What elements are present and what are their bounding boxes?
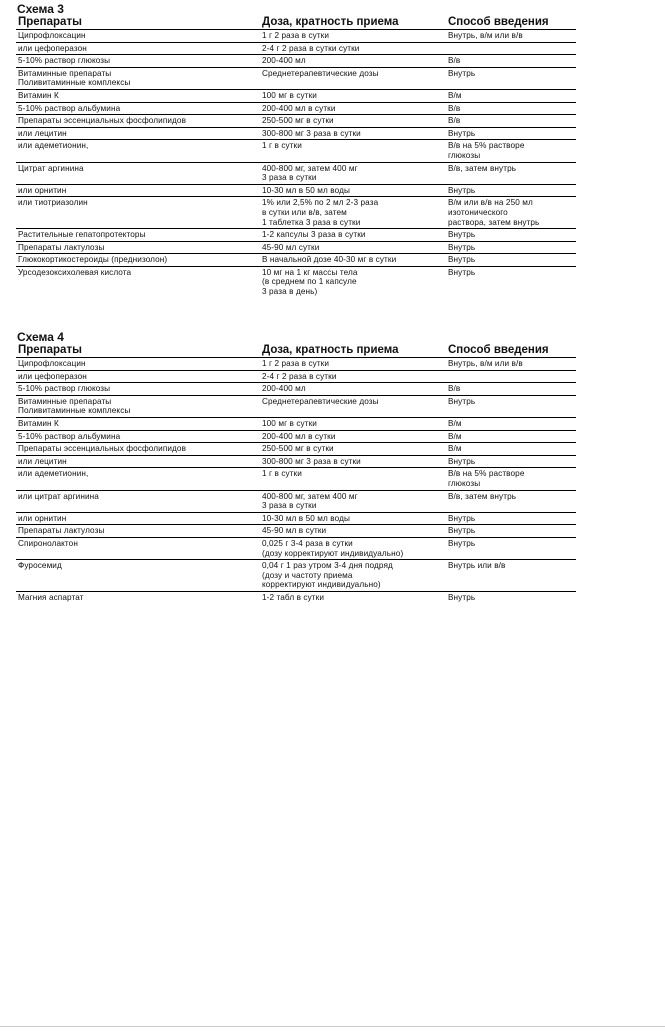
route-cell: В/м <box>446 430 576 443</box>
route-cell: Внутрь, в/м или в/в <box>446 358 576 371</box>
dose-cell: 200-400 мл <box>260 383 446 396</box>
drug-cell: или цефоперазон <box>16 370 260 383</box>
dose-cell: Среднетерапевтические дозы <box>260 67 446 89</box>
route-cell: Внутрь <box>446 229 576 242</box>
drug-cell: Препараты эссенциальных фосфолипидов <box>16 443 260 456</box>
route-cell: Внутрь <box>446 184 576 197</box>
dose-cell: 100 мг в сутки <box>260 417 446 430</box>
scheme-3-table <box>16 16 576 298</box>
dose-cell: 400-800 мг, затем 400 мг 3 раза в сутки <box>260 162 446 184</box>
dose-cell: 1 г 2 раза в сутки <box>260 358 446 371</box>
route-cell: В/м или в/в на 250 мл изотонического раствора, затем внутрь <box>446 197 576 229</box>
table-row <box>16 490 576 512</box>
route-cell: В/в <box>446 383 576 396</box>
drug-cell: 5-10% раствор глюкозы <box>16 383 260 396</box>
route-cell: В/в на 5% растворе глюкозы <box>446 140 576 162</box>
drug-cell: или цитрат аргинина <box>16 490 260 512</box>
drug-cell: или лецитин <box>16 455 260 468</box>
dose-cell: 45-90 мл в сутки <box>260 525 446 538</box>
scheme-3-section <box>16 2 576 298</box>
drug-cell: Ципрофлоксацин <box>16 358 260 371</box>
route-cell: В/в <box>446 115 576 128</box>
header-route: Способ введения <box>446 344 576 358</box>
drug-cell: Глюкокортикостероиды (преднизолон) <box>16 254 260 267</box>
drug-cell: или орнитин <box>16 184 260 197</box>
table-row <box>16 162 576 184</box>
drug-cell: или лецитин <box>16 127 260 140</box>
dose-cell: 200-400 мл <box>260 55 446 68</box>
table-row <box>16 358 576 371</box>
route-cell: Внутрь <box>446 127 576 140</box>
drug-cell: 5-10% раствор альбумина <box>16 430 260 443</box>
table-row <box>16 560 576 592</box>
drug-cell: 5-10% раствор глюкозы <box>16 55 260 68</box>
route-cell: Внутрь <box>446 254 576 267</box>
dose-cell: Среднетерапевтические дозы <box>260 395 446 417</box>
dose-cell: 2-4 г 2 раза в сутки сутки <box>260 42 446 55</box>
dose-cell: 1-2 табл в сутки <box>262 592 325 602</box>
drug-cell: Фуросемид <box>16 560 260 592</box>
table-row <box>16 67 576 89</box>
table-row <box>16 383 576 396</box>
dose-cell: 250-500 мг в сутки <box>260 115 446 128</box>
table-row <box>16 89 576 102</box>
drug-cell: Урсодезоксихолевая кислота <box>18 267 132 277</box>
table-row <box>16 525 576 538</box>
route-cell <box>446 42 576 55</box>
drug-cell: Магния аспартат <box>18 592 84 602</box>
route-cell: В/в, затем внутрь <box>446 162 576 184</box>
dose-cell: 10-30 мл в 50 мл воды <box>260 184 446 197</box>
drug-cell: Препараты лактулозы <box>16 241 260 254</box>
drug-cell: Препараты эссенциальных фосфолипидов <box>16 115 260 128</box>
table-row <box>16 229 576 242</box>
table-row <box>16 127 576 140</box>
dose-cell: 10-30 мл в 50 мл воды <box>260 512 446 525</box>
dose-cell: 1 г 2 раза в сутки <box>260 30 446 43</box>
drug-cell: Витамин К <box>16 417 260 430</box>
drug-cell: Витаминные препараты Поливитаминные комплексы <box>16 395 260 417</box>
table-row <box>16 591 576 603</box>
scheme-4-table <box>16 344 576 603</box>
dose-cell: 300-800 мг 3 раза в сутки <box>260 127 446 140</box>
header-route: Способ введения <box>446 16 576 30</box>
table-row <box>16 42 576 55</box>
table-header-row <box>16 16 576 30</box>
dose-cell: 1 г в сутки <box>260 140 446 162</box>
route-cell: Внутрь <box>446 455 576 468</box>
table-row <box>16 102 576 115</box>
route-cell: В/в <box>446 102 576 115</box>
dose-cell: 300-800 мг 3 раза в сутки <box>260 455 446 468</box>
drug-cell: Растительные гепатопротекторы <box>16 229 260 242</box>
dose-cell: 250-500 мг в сутки <box>260 443 446 456</box>
table-row <box>16 468 576 490</box>
route-cell: Внутрь <box>446 241 576 254</box>
scheme-3-title: Схема 3 <box>17 2 64 16</box>
route-cell: В/м <box>446 89 576 102</box>
route-cell: Внутрь <box>446 512 576 525</box>
dose-cell: 2-4 г 2 раза в сутки <box>260 370 446 383</box>
header-drugs: Препараты <box>16 344 260 358</box>
route-cell: Внутрь, в/м или в/в <box>446 30 576 43</box>
dose-cell: 100 мг в сутки <box>260 89 446 102</box>
route-cell: Внутрь или в/в <box>446 560 576 592</box>
drug-cell: Спиронолактон <box>16 537 260 559</box>
drug-cell: Цитрат аргинина <box>16 162 260 184</box>
table-row <box>16 443 576 456</box>
route-cell: В/м <box>446 417 576 430</box>
route-cell: В/м <box>446 443 576 456</box>
route-cell: Внутрь <box>446 525 576 538</box>
table-row <box>16 254 576 267</box>
route-cell: Внутрь <box>446 67 576 89</box>
dose-cell: 200-400 мл в сутки <box>260 102 446 115</box>
drug-cell: 5-10% раствор альбумина <box>16 102 260 115</box>
route-cell: В/в <box>446 55 576 68</box>
route-cell: Внутрь <box>446 537 576 559</box>
dose-cell: 1 г в сутки <box>260 468 446 490</box>
dose-cell: 45-90 мл сутки <box>260 241 446 254</box>
table-row <box>16 140 576 162</box>
table-row <box>16 241 576 254</box>
table-row <box>16 55 576 68</box>
table-row <box>16 115 576 128</box>
drug-cell: Витамин К <box>16 89 260 102</box>
dose-cell: 10 мг на 1 кг массы тела (в среднем по 1 капсуле 3 раза в день) <box>262 267 358 297</box>
table-row <box>16 430 576 443</box>
table-row <box>16 184 576 197</box>
table-row <box>16 455 576 468</box>
header-dose: Доза, кратность приема <box>260 344 446 358</box>
dose-cell: 1% или 2,5% по 2 мл 2-3 раза в сутки или в/в, затем 1 таблетка 3 раза в сутки <box>260 197 446 229</box>
table-row <box>16 370 576 383</box>
route-cell: В/в на 5% растворе глюкозы <box>446 468 576 490</box>
table-row <box>16 266 576 297</box>
table-row <box>16 537 576 559</box>
header-dose: Доза, кратность приема <box>260 16 446 30</box>
page-bottom-divider <box>0 1026 665 1027</box>
drug-cell: Препараты лактулозы <box>16 525 260 538</box>
dose-cell: 400-800 мг, затем 400 мг 3 раза в сутки <box>260 490 446 512</box>
drug-cell: или адеметионин, <box>16 468 260 490</box>
route-cell <box>446 370 576 383</box>
route-cell: Внутрь <box>446 395 576 417</box>
table-row <box>16 512 576 525</box>
scheme-4-section <box>16 330 576 603</box>
dose-cell: 0,025 г 3-4 раза в сутки (дозу корректируют индивидуально) <box>260 537 446 559</box>
route-cell: В/в, затем внутрь <box>446 490 576 512</box>
header-drugs: Препараты <box>16 16 260 30</box>
dose-cell: 0,04 г 1 раз утром 3-4 дня подряд (дозу и частоту приема корректируют индивидуально) <box>260 560 446 592</box>
drug-cell: или орнитин <box>16 512 260 525</box>
dose-cell: 200-400 мл в сутки <box>260 430 446 443</box>
table-header-row <box>16 344 576 358</box>
dose-cell: 1-2 капсулы 3 раза в сутки <box>260 229 446 242</box>
table-row <box>16 30 576 43</box>
table-row <box>16 395 576 417</box>
scheme-4-title: Схема 4 <box>17 330 64 344</box>
route-cell: Внутрь <box>448 267 476 277</box>
drug-cell: Витаминные препараты Поливитаминные комплексы <box>16 67 260 89</box>
table-row <box>16 417 576 430</box>
drug-cell: Ципрофлоксацин <box>16 30 260 43</box>
table-row <box>16 197 576 229</box>
drug-cell: или цефоперазон <box>16 42 260 55</box>
drug-cell: или тиотриазолин <box>16 197 260 229</box>
route-cell: Внутрь <box>448 592 476 602</box>
dose-cell: В начальной дозе 40-30 мг в сутки <box>260 254 446 267</box>
drug-cell: или адеметионин, <box>16 140 260 162</box>
